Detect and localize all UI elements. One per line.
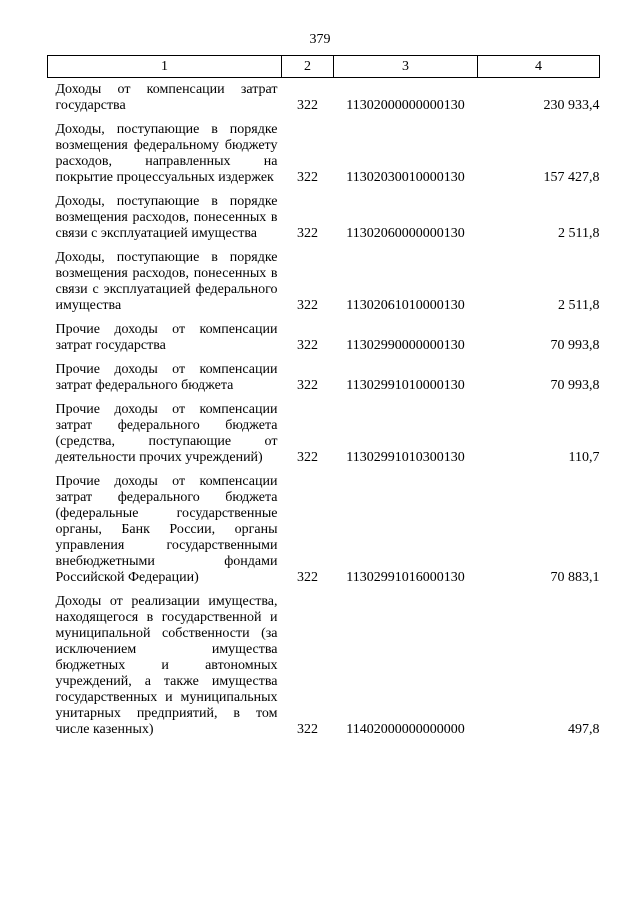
row-code: 322 [297,170,318,185]
row-amount: 70 993,8 [550,338,600,353]
row-description: Прочие доходы от компенсации затрат государства [55,322,278,353]
row-description-cell [48,394,282,466]
row-code: 322 [297,226,318,241]
row-amount: 2 511,8 [558,298,600,313]
header-row [48,56,600,78]
row-code: 322 [297,450,318,465]
table-row [48,394,600,466]
row-description: Доходы, поступающие в порядке возмещения расходов, понесенных в связи с эксплуатацией федерального имущества [55,250,278,313]
row-description-cell [48,114,282,186]
row-description: Прочие доходы от компенсации затрат федерального бюджета (федеральные государственные органы, Банк России, органы управления государственными внебюджетными фондами Российской Федерации) [55,474,278,585]
row-amount: 2 511,8 [558,226,600,241]
row-kbk: 11302991010000130 [346,378,465,393]
row-description-cell [48,186,282,242]
row-amount: 230 933,4 [543,98,600,113]
table-header [48,56,600,78]
row-kbk: 11302030010000130 [346,170,465,185]
row-description: Доходы, поступающие в порядке возмещения расходов, понесенных в связи с эксплуатацией имущества [55,194,278,241]
row-description-cell [48,78,282,115]
row-description-cell [48,354,282,394]
row-code: 322 [297,570,318,585]
row-description-cell [48,466,282,586]
row-amount: 497,8 [568,722,600,737]
table-row [48,242,600,314]
row-description-cell [48,314,282,354]
row-kbk: 11302061010000130 [346,298,465,313]
row-description: Доходы от компенсации затрат государства [55,82,278,113]
table-row [48,186,600,242]
row-kbk: 11402000000000000 [346,722,465,737]
row-description: Прочие доходы от компенсации затрат федерального бюджета [55,362,278,393]
row-description: Доходы, поступающие в порядке возмещения федеральному бюджету расходов, направленных на покрытие процессуальных издержек [55,122,278,185]
table-row [48,114,600,186]
row-code: 322 [297,98,318,113]
header-col-4: 4 [478,56,600,78]
row-kbk: 11302000000000130 [346,98,465,113]
row-kbk: 11302991016000130 [346,570,465,585]
row-code: 322 [297,378,318,393]
row-kbk: 11302060000000130 [346,226,465,241]
table-row [48,354,600,394]
budget-table [47,55,600,738]
row-code: 322 [297,338,318,353]
header-col-2: 2 [282,56,334,78]
table-body [48,78,600,739]
table-row [48,466,600,586]
row-kbk: 11302991010300130 [346,450,465,465]
row-description: Доходы от реализации имущества, находящегося в государственной и муниципальной собственности (за исключением имущества бюджетных и автономных учреждений, а также имущества государственных и муниципальных унитарных предприятий, в том числе казенных) [55,594,278,737]
row-code: 322 [297,722,318,737]
table-row [48,586,600,738]
page-number: 379 [309,32,331,47]
row-description-cell [48,586,282,738]
row-description-cell [48,242,282,314]
row-amount: 70 993,8 [550,378,600,393]
row-code: 322 [297,298,318,313]
row-kbk: 11302990000000130 [346,338,465,353]
row-amount: 70 883,1 [550,570,600,585]
row-description: Прочие доходы от компенсации затрат федерального бюджета (средства, поступающие от деятельности прочих учреждений) [55,402,278,465]
table-row [48,314,600,354]
table-row [48,78,600,115]
row-amount: 110,7 [568,450,600,465]
header-col-1: 1 [48,56,282,78]
header-col-3: 3 [334,56,478,78]
row-amount: 157 427,8 [543,170,600,185]
